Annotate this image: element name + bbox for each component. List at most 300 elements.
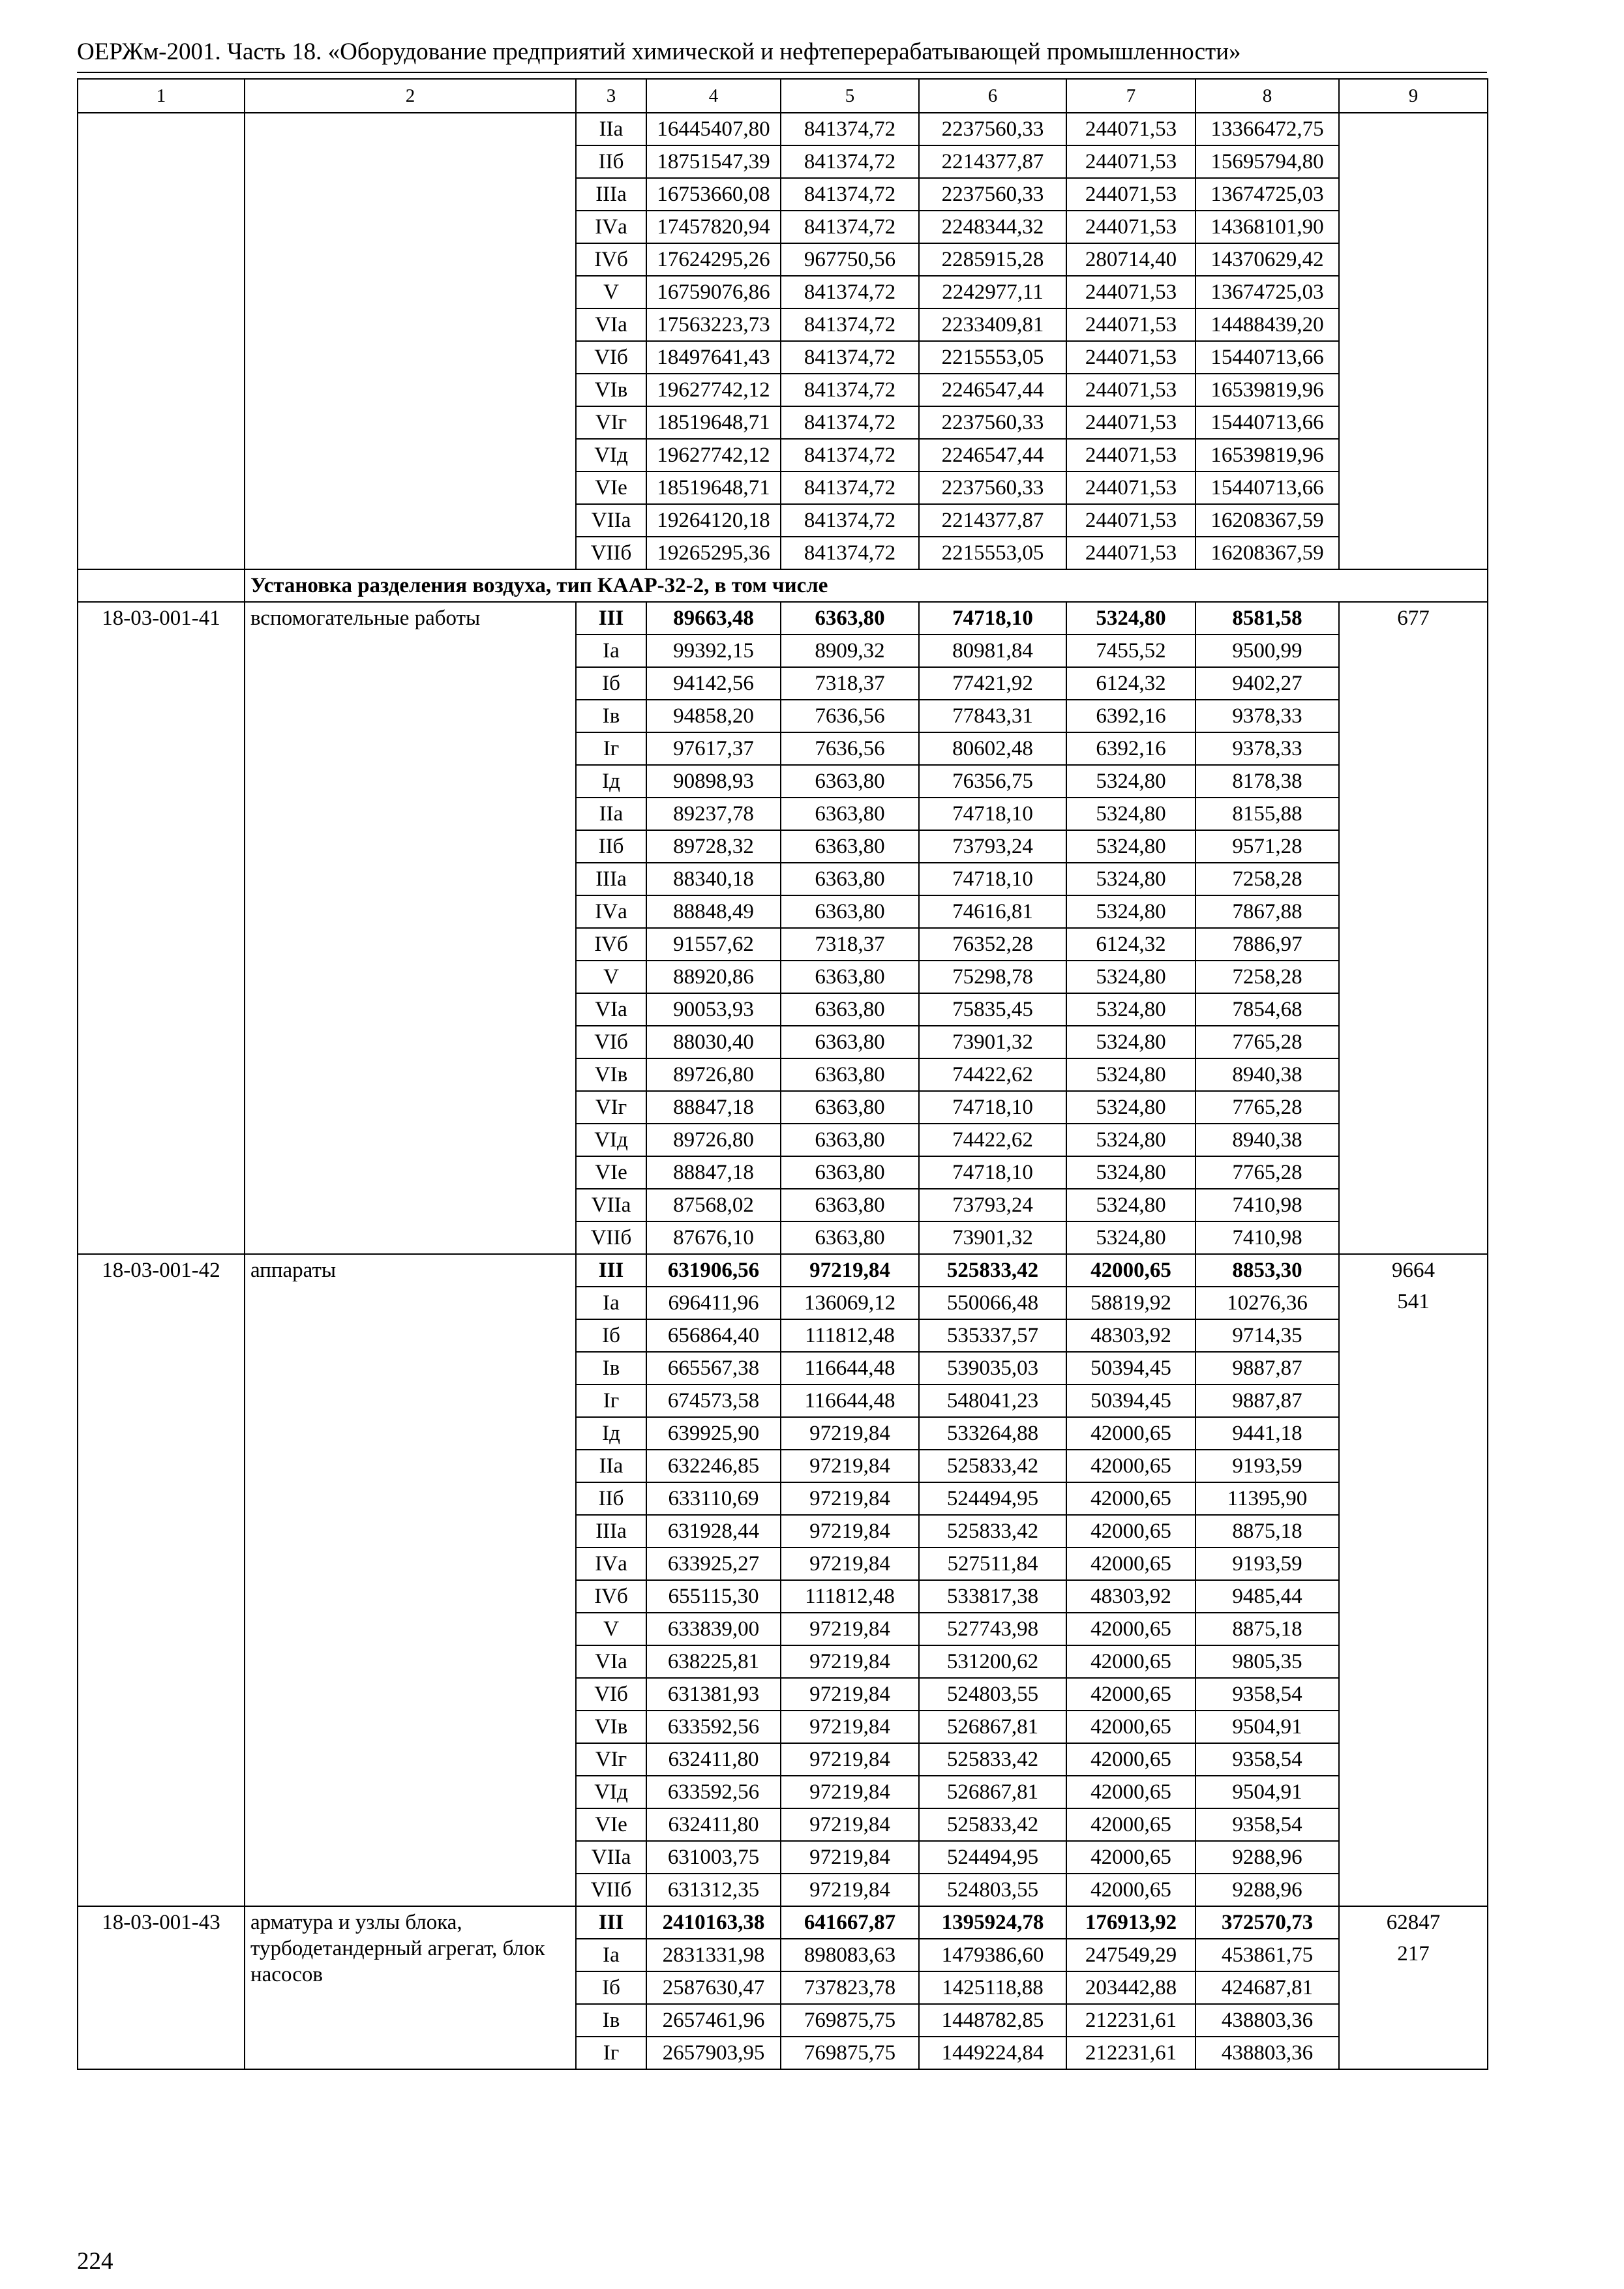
machine-cost-cell: 2285915,28 xyxy=(919,243,1066,276)
wages-cell: 97219,84 xyxy=(781,1808,919,1841)
machine-cost-cell: 74718,10 xyxy=(919,863,1066,895)
materials-cost-cell: 9378,33 xyxy=(1195,700,1339,732)
machine-cost-cell: 2237560,33 xyxy=(919,113,1066,145)
column-number: 1 xyxy=(78,79,245,113)
name-cell xyxy=(245,113,576,569)
total-cost-cell: 633839,00 xyxy=(646,1613,781,1645)
name-cell: арматура и узлы блока, турбодетандерный агрегат, блок насосов xyxy=(245,1906,576,2069)
region-zone-cell: VIIа xyxy=(576,1189,646,1221)
total-cost-cell: 17457820,94 xyxy=(646,211,781,243)
total-cost-cell: 17563223,73 xyxy=(646,308,781,341)
count-cell xyxy=(1339,1254,1488,1906)
total-cost-cell: 19264120,18 xyxy=(646,504,781,537)
materials-cost-cell: 7258,28 xyxy=(1195,863,1339,895)
machinist-wages-cell: 42000,65 xyxy=(1066,1808,1195,1841)
wages-cell: 841374,72 xyxy=(781,341,919,374)
machine-cost-cell: 525833,42 xyxy=(919,1254,1066,1287)
wages-cell: 6363,80 xyxy=(781,1189,919,1221)
materials-cost-cell: 16539819,96 xyxy=(1195,374,1339,406)
column-number: 6 xyxy=(919,79,1066,113)
machinist-wages-cell: 244071,53 xyxy=(1066,439,1195,471)
materials-cost-cell: 8940,38 xyxy=(1195,1124,1339,1156)
materials-cost-cell: 424687,81 xyxy=(1195,1971,1339,2004)
machinist-wages-cell: 244071,53 xyxy=(1066,537,1195,569)
wages-cell: 6363,80 xyxy=(781,961,919,993)
region-zone-cell: VIе xyxy=(576,471,646,504)
machinist-wages-cell: 5324,80 xyxy=(1066,1221,1195,1254)
materials-cost-cell: 7765,28 xyxy=(1195,1156,1339,1189)
region-zone-cell: VIв xyxy=(576,1711,646,1743)
region-zone-cell: Iв xyxy=(576,2004,646,2037)
materials-cost-cell: 14368101,90 xyxy=(1195,211,1339,243)
total-cost-cell: 2657461,96 xyxy=(646,2004,781,2037)
region-zone-cell: V xyxy=(576,1613,646,1645)
count-value: 541 xyxy=(1397,1290,1430,1313)
count-value: 677 xyxy=(1397,606,1430,630)
column-number: 5 xyxy=(781,79,919,113)
total-cost-cell: 88920,86 xyxy=(646,961,781,993)
total-cost-cell: 89237,78 xyxy=(646,798,781,830)
wages-cell: 6363,80 xyxy=(781,1026,919,1058)
total-cost-cell: 89728,32 xyxy=(646,830,781,863)
region-zone-cell: IIIа xyxy=(576,863,646,895)
materials-cost-cell: 9193,59 xyxy=(1195,1548,1339,1580)
column-number-row xyxy=(78,79,1488,113)
wages-cell: 97219,84 xyxy=(781,1417,919,1450)
machine-cost-cell: 2237560,33 xyxy=(919,406,1066,439)
materials-cost-cell: 9358,54 xyxy=(1195,1808,1339,1841)
machinist-wages-cell: 5324,80 xyxy=(1066,602,1195,635)
materials-cost-cell: 16539819,96 xyxy=(1195,439,1339,471)
total-cost-cell: 88030,40 xyxy=(646,1026,781,1058)
machine-cost-cell: 525833,42 xyxy=(919,1743,1066,1776)
machine-cost-cell: 524494,95 xyxy=(919,1841,1066,1874)
wages-cell: 6363,80 xyxy=(781,1091,919,1124)
wages-cell: 97219,84 xyxy=(781,1482,919,1515)
wages-cell: 111812,48 xyxy=(781,1319,919,1352)
wages-cell: 6363,80 xyxy=(781,765,919,798)
machine-cost-cell: 550066,48 xyxy=(919,1287,1066,1319)
region-zone-cell: IVа xyxy=(576,211,646,243)
machine-cost-cell: 533817,38 xyxy=(919,1580,1066,1613)
materials-cost-cell: 7765,28 xyxy=(1195,1026,1339,1058)
total-cost-cell: 674573,58 xyxy=(646,1384,781,1417)
materials-cost-cell: 13366472,75 xyxy=(1195,113,1339,145)
region-zone-cell: VIIб xyxy=(576,1221,646,1254)
region-zone-cell: VIIа xyxy=(576,1841,646,1874)
wages-cell: 6363,80 xyxy=(781,1221,919,1254)
materials-cost-cell: 372570,73 xyxy=(1195,1906,1339,1939)
wages-cell: 841374,72 xyxy=(781,471,919,504)
total-cost-cell: 631381,93 xyxy=(646,1678,781,1711)
materials-cost-cell: 7854,68 xyxy=(1195,993,1339,1026)
machinist-wages-cell: 5324,80 xyxy=(1066,798,1195,830)
machine-cost-cell: 74422,62 xyxy=(919,1058,1066,1091)
total-cost-cell: 2657903,95 xyxy=(646,2037,781,2069)
region-zone-cell: Iв xyxy=(576,1352,646,1384)
region-zone-cell: VIв xyxy=(576,1058,646,1091)
region-zone-cell: VIе xyxy=(576,1808,646,1841)
materials-cost-cell: 7886,97 xyxy=(1195,928,1339,961)
wages-cell: 97219,84 xyxy=(781,1613,919,1645)
materials-cost-cell: 16208367,59 xyxy=(1195,537,1339,569)
machinist-wages-cell: 212231,61 xyxy=(1066,2004,1195,2037)
machinist-wages-cell: 5324,80 xyxy=(1066,1189,1195,1221)
total-cost-cell: 89663,48 xyxy=(646,602,781,635)
machine-cost-cell: 1479386,60 xyxy=(919,1939,1066,1971)
page-number: 224 xyxy=(77,2248,113,2275)
materials-cost-cell: 15695794,80 xyxy=(1195,145,1339,178)
materials-cost-cell: 15440713,66 xyxy=(1195,471,1339,504)
machinist-wages-cell: 5324,80 xyxy=(1066,993,1195,1026)
region-zone-cell: Iб xyxy=(576,667,646,700)
rates-table xyxy=(77,78,1488,2070)
region-zone-cell: V xyxy=(576,276,646,308)
wages-cell: 7318,37 xyxy=(781,667,919,700)
machinist-wages-cell: 5324,80 xyxy=(1066,1058,1195,1091)
region-zone-cell: VIг xyxy=(576,406,646,439)
region-zone-cell: IIIа xyxy=(576,1515,646,1548)
region-zone-cell: VIд xyxy=(576,1124,646,1156)
machine-cost-cell: 73793,24 xyxy=(919,830,1066,863)
materials-cost-cell: 9805,35 xyxy=(1195,1645,1339,1678)
total-cost-cell: 655115,30 xyxy=(646,1580,781,1613)
region-zone-cell: IVа xyxy=(576,1548,646,1580)
region-zone-cell: Iг xyxy=(576,1384,646,1417)
table-row xyxy=(78,113,1488,145)
machine-cost-cell: 80981,84 xyxy=(919,635,1066,667)
machinist-wages-cell: 244071,53 xyxy=(1066,406,1195,439)
machinist-wages-cell: 42000,65 xyxy=(1066,1254,1195,1287)
code-cell: 18-03-001-41 xyxy=(78,602,245,1254)
machine-cost-cell: 2248344,32 xyxy=(919,211,1066,243)
materials-cost-cell: 15440713,66 xyxy=(1195,406,1339,439)
materials-cost-cell: 9714,35 xyxy=(1195,1319,1339,1352)
total-cost-cell: 2410163,38 xyxy=(646,1906,781,1939)
total-cost-cell: 639925,90 xyxy=(646,1417,781,1450)
machine-cost-cell: 2246547,44 xyxy=(919,374,1066,406)
machinist-wages-cell: 244071,53 xyxy=(1066,211,1195,243)
machinist-wages-cell: 5324,80 xyxy=(1066,1124,1195,1156)
region-zone-cell: VIд xyxy=(576,1776,646,1808)
machinist-wages-cell: 244071,53 xyxy=(1066,471,1195,504)
wages-cell: 116644,48 xyxy=(781,1352,919,1384)
region-zone-cell: III xyxy=(576,1254,646,1287)
machine-cost-cell: 1449224,84 xyxy=(919,2037,1066,2069)
machinist-wages-cell: 5324,80 xyxy=(1066,895,1195,928)
machinist-wages-cell: 6124,32 xyxy=(1066,928,1195,961)
wages-cell: 6363,80 xyxy=(781,1156,919,1189)
region-zone-cell: VIб xyxy=(576,341,646,374)
wages-cell: 6363,80 xyxy=(781,602,919,635)
total-cost-cell: 633592,56 xyxy=(646,1776,781,1808)
machine-cost-cell: 77843,31 xyxy=(919,700,1066,732)
materials-cost-cell: 8155,88 xyxy=(1195,798,1339,830)
total-cost-cell: 90053,93 xyxy=(646,993,781,1026)
machinist-wages-cell: 42000,65 xyxy=(1066,1548,1195,1580)
total-cost-cell: 638225,81 xyxy=(646,1645,781,1678)
machine-cost-cell: 2214377,87 xyxy=(919,504,1066,537)
code-cell: 18-03-001-43 xyxy=(78,1906,245,2069)
region-zone-cell: VIа xyxy=(576,993,646,1026)
materials-cost-cell: 9887,87 xyxy=(1195,1352,1339,1384)
machinist-wages-cell: 42000,65 xyxy=(1066,1417,1195,1450)
machinist-wages-cell: 244071,53 xyxy=(1066,341,1195,374)
wages-cell: 769875,75 xyxy=(781,2037,919,2069)
machine-cost-cell: 524803,55 xyxy=(919,1678,1066,1711)
machine-cost-cell: 526867,81 xyxy=(919,1776,1066,1808)
region-zone-cell: VIIа xyxy=(576,504,646,537)
wages-cell: 841374,72 xyxy=(781,145,919,178)
materials-cost-cell: 9441,18 xyxy=(1195,1417,1339,1450)
machinist-wages-cell: 42000,65 xyxy=(1066,1711,1195,1743)
total-cost-cell: 19627742,12 xyxy=(646,439,781,471)
machine-cost-cell: 73901,32 xyxy=(919,1221,1066,1254)
region-zone-cell: Iг xyxy=(576,2037,646,2069)
machine-cost-cell: 75835,45 xyxy=(919,993,1066,1026)
materials-cost-cell: 13674725,03 xyxy=(1195,178,1339,211)
total-cost-cell: 89726,80 xyxy=(646,1124,781,1156)
wages-cell: 97219,84 xyxy=(781,1254,919,1287)
wages-cell: 97219,84 xyxy=(781,1841,919,1874)
total-cost-cell: 696411,96 xyxy=(646,1287,781,1319)
wages-cell: 841374,72 xyxy=(781,113,919,145)
total-cost-cell: 17624295,26 xyxy=(646,243,781,276)
total-cost-cell: 656864,40 xyxy=(646,1319,781,1352)
wages-cell: 6363,80 xyxy=(781,895,919,928)
table-row-total xyxy=(78,602,1488,635)
machinist-wages-cell: 5324,80 xyxy=(1066,765,1195,798)
wages-cell: 116644,48 xyxy=(781,1384,919,1417)
materials-cost-cell: 9288,96 xyxy=(1195,1841,1339,1874)
region-zone-cell: III xyxy=(576,1906,646,1939)
code-cell xyxy=(78,569,245,602)
machine-cost-cell: 74422,62 xyxy=(919,1124,1066,1156)
materials-cost-cell: 14488439,20 xyxy=(1195,308,1339,341)
wages-cell: 97219,84 xyxy=(781,1450,919,1482)
region-zone-cell: IIа xyxy=(576,1450,646,1482)
machinist-wages-cell: 42000,65 xyxy=(1066,1515,1195,1548)
machinist-wages-cell: 203442,88 xyxy=(1066,1971,1195,2004)
header-rule xyxy=(77,72,1487,73)
wages-cell: 841374,72 xyxy=(781,406,919,439)
wages-cell: 97219,84 xyxy=(781,1776,919,1808)
machine-cost-cell: 76352,28 xyxy=(919,928,1066,961)
materials-cost-cell: 9485,44 xyxy=(1195,1580,1339,1613)
machine-cost-cell: 527511,84 xyxy=(919,1548,1066,1580)
machine-cost-cell: 2237560,33 xyxy=(919,471,1066,504)
rates-table-body xyxy=(78,79,1488,2069)
wages-cell: 967750,56 xyxy=(781,243,919,276)
total-cost-cell: 87568,02 xyxy=(646,1189,781,1221)
wages-cell: 7318,37 xyxy=(781,928,919,961)
materials-cost-cell: 9402,27 xyxy=(1195,667,1339,700)
machinist-wages-cell: 244071,53 xyxy=(1066,374,1195,406)
region-zone-cell: Iб xyxy=(576,1971,646,2004)
machinist-wages-cell: 5324,80 xyxy=(1066,863,1195,895)
wages-cell: 841374,72 xyxy=(781,276,919,308)
machine-cost-cell: 2233409,81 xyxy=(919,308,1066,341)
machinist-wages-cell: 5324,80 xyxy=(1066,830,1195,863)
materials-cost-cell: 453861,75 xyxy=(1195,1939,1339,1971)
machine-cost-cell: 535337,57 xyxy=(919,1319,1066,1352)
machinist-wages-cell: 50394,45 xyxy=(1066,1384,1195,1417)
column-number: 2 xyxy=(245,79,576,113)
region-zone-cell: Iа xyxy=(576,1939,646,1971)
machine-cost-cell: 548041,23 xyxy=(919,1384,1066,1417)
region-zone-cell: Iг xyxy=(576,732,646,765)
total-cost-cell: 87676,10 xyxy=(646,1221,781,1254)
materials-cost-cell: 9504,91 xyxy=(1195,1776,1339,1808)
region-zone-cell: IIа xyxy=(576,113,646,145)
region-zone-cell: V xyxy=(576,961,646,993)
region-zone-cell: VIб xyxy=(576,1678,646,1711)
section-title: Установка разделения воздуха, тип КААР-32-2, в том числе xyxy=(245,569,1488,602)
wages-cell: 6363,80 xyxy=(781,830,919,863)
machine-cost-cell: 2215553,05 xyxy=(919,341,1066,374)
count-value: 62847 xyxy=(1386,1911,1441,1934)
machine-cost-cell: 74718,10 xyxy=(919,1091,1066,1124)
materials-cost-cell: 8940,38 xyxy=(1195,1058,1339,1091)
materials-cost-cell: 9193,59 xyxy=(1195,1450,1339,1482)
wages-cell: 841374,72 xyxy=(781,439,919,471)
machinist-wages-cell: 42000,65 xyxy=(1066,1482,1195,1515)
table-row-total xyxy=(78,1254,1488,1287)
count-cell xyxy=(1339,1906,1488,2069)
region-zone-cell: VIг xyxy=(576,1091,646,1124)
total-cost-cell: 18519648,71 xyxy=(646,406,781,439)
total-cost-cell: 89726,80 xyxy=(646,1058,781,1091)
total-cost-cell: 18519648,71 xyxy=(646,471,781,504)
materials-cost-cell: 10276,36 xyxy=(1195,1287,1339,1319)
code-cell xyxy=(78,113,245,569)
region-zone-cell: Iд xyxy=(576,1417,646,1450)
column-number: 9 xyxy=(1339,79,1488,113)
region-zone-cell: Iб xyxy=(576,1319,646,1352)
machine-cost-cell: 525833,42 xyxy=(919,1808,1066,1841)
machine-cost-cell: 74718,10 xyxy=(919,1156,1066,1189)
total-cost-cell: 2587630,47 xyxy=(646,1971,781,2004)
wages-cell: 97219,84 xyxy=(781,1645,919,1678)
materials-cost-cell: 14370629,42 xyxy=(1195,243,1339,276)
machine-cost-cell: 531200,62 xyxy=(919,1645,1066,1678)
machinist-wages-cell: 176913,92 xyxy=(1066,1906,1195,1939)
count-cell xyxy=(1339,113,1488,569)
wages-cell: 769875,75 xyxy=(781,2004,919,2037)
region-zone-cell: IIIа xyxy=(576,178,646,211)
materials-cost-cell: 9504,91 xyxy=(1195,1711,1339,1743)
region-zone-cell: IIб xyxy=(576,1482,646,1515)
machinist-wages-cell: 5324,80 xyxy=(1066,1091,1195,1124)
machinist-wages-cell: 7455,52 xyxy=(1066,635,1195,667)
materials-cost-cell: 7410,98 xyxy=(1195,1189,1339,1221)
region-zone-cell: IIб xyxy=(576,145,646,178)
total-cost-cell: 88847,18 xyxy=(646,1156,781,1189)
region-zone-cell: VIв xyxy=(576,374,646,406)
wages-cell: 111812,48 xyxy=(781,1580,919,1613)
table-row-total xyxy=(78,1906,1488,1939)
wages-cell: 6363,80 xyxy=(781,863,919,895)
column-number: 4 xyxy=(646,79,781,113)
materials-cost-cell: 8875,18 xyxy=(1195,1613,1339,1645)
total-cost-cell: 16753660,08 xyxy=(646,178,781,211)
total-cost-cell: 632246,85 xyxy=(646,1450,781,1482)
machinist-wages-cell: 247549,29 xyxy=(1066,1939,1195,1971)
machinist-wages-cell: 244071,53 xyxy=(1066,178,1195,211)
machinist-wages-cell: 42000,65 xyxy=(1066,1450,1195,1482)
machine-cost-cell: 2214377,87 xyxy=(919,145,1066,178)
region-zone-cell: Iа xyxy=(576,635,646,667)
materials-cost-cell: 8875,18 xyxy=(1195,1515,1339,1548)
wages-cell: 898083,63 xyxy=(781,1939,919,1971)
wages-cell: 737823,78 xyxy=(781,1971,919,2004)
region-zone-cell: VIIб xyxy=(576,537,646,569)
column-number: 8 xyxy=(1195,79,1339,113)
region-zone-cell: Iа xyxy=(576,1287,646,1319)
total-cost-cell: 633925,27 xyxy=(646,1548,781,1580)
total-cost-cell: 18751547,39 xyxy=(646,145,781,178)
wages-cell: 6363,80 xyxy=(781,993,919,1026)
machinist-wages-cell: 5324,80 xyxy=(1066,1026,1195,1058)
machinist-wages-cell: 5324,80 xyxy=(1066,961,1195,993)
machinist-wages-cell: 42000,65 xyxy=(1066,1613,1195,1645)
region-zone-cell: Iд xyxy=(576,765,646,798)
machine-cost-cell: 526867,81 xyxy=(919,1711,1066,1743)
wages-cell: 97219,84 xyxy=(781,1874,919,1906)
total-cost-cell: 97617,37 xyxy=(646,732,781,765)
materials-cost-cell: 438803,36 xyxy=(1195,2037,1339,2069)
region-zone-cell: IIб xyxy=(576,830,646,863)
region-zone-cell: VIб xyxy=(576,1026,646,1058)
machine-cost-cell: 525833,42 xyxy=(919,1450,1066,1482)
machinist-wages-cell: 6124,32 xyxy=(1066,667,1195,700)
machine-cost-cell: 533264,88 xyxy=(919,1417,1066,1450)
machine-cost-cell: 1395924,78 xyxy=(919,1906,1066,1939)
materials-cost-cell: 16208367,59 xyxy=(1195,504,1339,537)
machine-cost-cell: 73901,32 xyxy=(919,1026,1066,1058)
total-cost-cell: 633592,56 xyxy=(646,1711,781,1743)
wages-cell: 97219,84 xyxy=(781,1678,919,1711)
machine-cost-cell: 524803,55 xyxy=(919,1874,1066,1906)
total-cost-cell: 16445407,80 xyxy=(646,113,781,145)
region-zone-cell: IVб xyxy=(576,1580,646,1613)
machinist-wages-cell: 42000,65 xyxy=(1066,1743,1195,1776)
count-value: 217 xyxy=(1397,1942,1430,1966)
machine-cost-cell: 77421,92 xyxy=(919,667,1066,700)
machinist-wages-cell: 280714,40 xyxy=(1066,243,1195,276)
machinist-wages-cell: 5324,80 xyxy=(1066,1156,1195,1189)
machine-cost-cell: 524494,95 xyxy=(919,1482,1066,1515)
total-cost-cell: 632411,80 xyxy=(646,1808,781,1841)
count-value: 9664 xyxy=(1392,1259,1435,1282)
materials-cost-cell: 9288,96 xyxy=(1195,1874,1339,1906)
materials-cost-cell: 15440713,66 xyxy=(1195,341,1339,374)
materials-cost-cell: 9358,54 xyxy=(1195,1678,1339,1711)
materials-cost-cell: 438803,36 xyxy=(1195,2004,1339,2037)
total-cost-cell: 631003,75 xyxy=(646,1841,781,1874)
machine-cost-cell: 1425118,88 xyxy=(919,1971,1066,2004)
machine-cost-cell: 1448782,85 xyxy=(919,2004,1066,2037)
machine-cost-cell: 74616,81 xyxy=(919,895,1066,928)
column-number: 7 xyxy=(1066,79,1195,113)
total-cost-cell: 19265295,36 xyxy=(646,537,781,569)
machinist-wages-cell: 42000,65 xyxy=(1066,1776,1195,1808)
machine-cost-cell: 73793,24 xyxy=(919,1189,1066,1221)
materials-cost-cell: 7258,28 xyxy=(1195,961,1339,993)
wages-cell: 97219,84 xyxy=(781,1515,919,1548)
machinist-wages-cell: 42000,65 xyxy=(1066,1841,1195,1874)
column-number: 3 xyxy=(576,79,646,113)
